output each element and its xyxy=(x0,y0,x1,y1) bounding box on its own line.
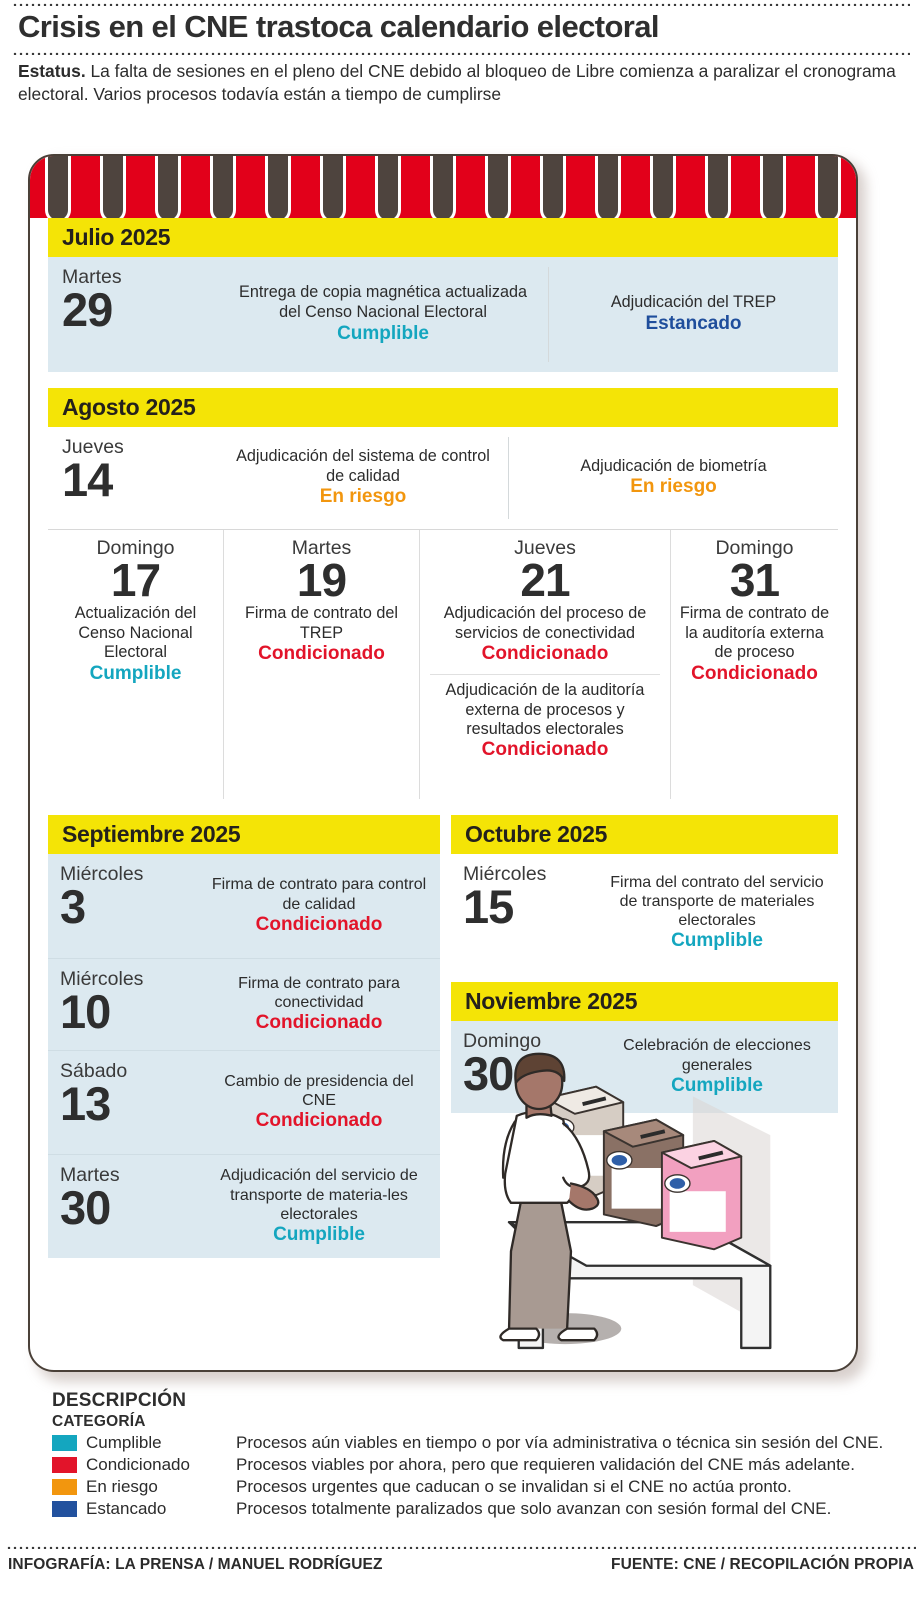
event-text: Adjudicación del servicio de transporte de materia-les electorales xyxy=(220,1167,418,1223)
spiral-ring-icon xyxy=(598,154,618,220)
spiral-ring-icon xyxy=(653,154,673,220)
event-text: Cambio de presidencia del CNE xyxy=(224,1072,414,1110)
spiral-ring-icon xyxy=(433,154,453,220)
legend-item-desc: Procesos totalmente paralizados que solo avanzan con sesión formal del CNE. xyxy=(236,1499,832,1518)
status-badge: Cumplible xyxy=(273,1223,365,1245)
event-item xyxy=(198,959,440,1050)
event-item xyxy=(549,257,838,372)
status-badge: Condicionado xyxy=(255,913,383,935)
legend-title: DESCRIPCIÓN xyxy=(52,1390,187,1411)
legend-item-name: En riesgo xyxy=(86,1477,158,1496)
page-title: Crisis en el CNE trastoca calendario electoral xyxy=(18,9,659,44)
day-of-week: Martes xyxy=(60,1164,120,1186)
date-row-agosto-14 xyxy=(48,427,838,529)
event-text: Adjudicación del sistema de control de calidad xyxy=(236,446,490,485)
event-item xyxy=(198,1155,440,1258)
legend-item-desc: Procesos urgentes que caducan o se invalidan si el CNE no actúa pronto. xyxy=(236,1477,792,1496)
event-text: Adjudicación de biometría xyxy=(580,456,767,475)
day-of-week: Domingo xyxy=(715,537,794,559)
date-col-agosto-31 xyxy=(670,530,838,799)
day-number: 17 xyxy=(110,554,161,607)
month-block-septiembre xyxy=(48,815,440,1258)
status-badge: Condicionado xyxy=(258,643,385,665)
date-cell xyxy=(48,1051,198,1154)
month-header-octubre: Octubre 2025 xyxy=(451,815,838,854)
status-badge: En riesgo xyxy=(319,486,407,508)
footer-credit: INFOGRAFÍA: LA PRENSA / MANUEL RODRÍGUEZ xyxy=(8,1556,383,1573)
status-badge: Condicionado xyxy=(691,662,818,684)
spiral-ring-icon xyxy=(708,154,728,220)
date-row-sept-13 xyxy=(48,1050,440,1154)
calendar-content xyxy=(30,218,856,1372)
day-number: 29 xyxy=(62,283,113,337)
lower-two-column-area xyxy=(48,815,838,1258)
day-of-week: Jueves xyxy=(514,537,576,559)
status-badge: Condicionado xyxy=(481,739,609,761)
legend-item-condicionado xyxy=(52,1455,897,1475)
legend-swatch-icon xyxy=(52,1479,77,1495)
spiral-ring-icon xyxy=(158,154,178,220)
date-cell xyxy=(451,854,596,972)
spiral-ring-icon xyxy=(543,154,563,220)
standfirst-lead: Estatus. xyxy=(18,61,86,81)
spiral-ring-icon xyxy=(48,154,68,220)
date-cell xyxy=(48,854,198,958)
event-text: Firma de contrato de la auditoría externa de proceso xyxy=(679,604,830,662)
footer-source: FUENTE: CNE / RECOPILACIÓN PROPIA xyxy=(611,1556,914,1573)
event-text: Firma de contrato para control de calidad xyxy=(211,876,427,913)
event-item xyxy=(596,854,838,972)
legend-swatch-icon xyxy=(52,1501,77,1517)
event-text: Adjudicación de la auditoría externa de procesos y resultados electorales xyxy=(445,681,645,738)
legend-item-cumplible xyxy=(52,1433,897,1453)
event-text: Adjudicación del proceso de servicios de conectividad xyxy=(443,604,647,642)
day-of-week: Domingo xyxy=(463,1030,542,1052)
spiral-ring-icon xyxy=(323,154,343,220)
day-number: 3 xyxy=(60,880,86,934)
day-number: 14 xyxy=(62,453,113,507)
spiral-ring-icon xyxy=(488,154,508,220)
legend-item-desc: Procesos aún viables en tiempo o por vía administrativa o técnica sin sesión del CNE. xyxy=(236,1433,884,1452)
month-block-octubre-noviembre xyxy=(451,815,838,1258)
legend-swatch-icon xyxy=(52,1457,77,1473)
status-badge: Estancado xyxy=(645,312,742,334)
day-number: 10 xyxy=(60,985,111,1039)
day-number: 31 xyxy=(729,554,780,607)
day-number: 30 xyxy=(60,1181,111,1235)
spiral-ring-icon xyxy=(213,154,233,220)
date-col-agosto-17 xyxy=(48,530,223,799)
spiral-ring-icon xyxy=(268,154,288,220)
day-of-week: Domingo xyxy=(96,537,175,559)
status-badge: Cumplible xyxy=(89,662,182,684)
status-badge: Condicionado xyxy=(481,643,609,665)
event-text: Actualización del Censo Nacional Electoral xyxy=(74,604,197,662)
legend-item-en-riesgo xyxy=(52,1477,897,1497)
day-number: 21 xyxy=(520,554,570,607)
event-item xyxy=(198,1051,440,1154)
status-badge: Condicionado xyxy=(255,1012,383,1034)
day-number: 15 xyxy=(463,880,514,934)
spiral-ring-icon xyxy=(763,154,783,220)
event-divider xyxy=(430,674,660,675)
month-header-noviembre: Noviembre 2025 xyxy=(451,982,838,1021)
status-badge: Cumplible xyxy=(337,322,429,344)
under-title-dotted-rule xyxy=(12,51,910,55)
calendar-card xyxy=(28,154,858,1372)
day-number: 19 xyxy=(296,554,347,607)
event-item xyxy=(218,427,508,529)
legend-item-name: Cumplible xyxy=(86,1433,162,1452)
date-row-sept-3 xyxy=(48,854,440,958)
legend-item-desc: Procesos viables por ahora, pero que requieren validación del CNE más adelante. xyxy=(236,1455,855,1474)
headline-block xyxy=(12,2,910,55)
date-col-agosto-21 xyxy=(419,530,670,799)
month-header-agosto: Agosto 2025 xyxy=(48,388,838,427)
status-badge: En riesgo xyxy=(630,476,717,498)
voter-at-ballot-boxes-illustration xyxy=(451,1030,838,1363)
date-row-sept-10 xyxy=(48,958,440,1050)
event-text: Entrega de copia magnética actualizada del Censo Nacional Electoral xyxy=(239,283,527,322)
day-of-week: Jueves xyxy=(62,436,124,458)
footer xyxy=(8,1556,914,1574)
standfirst xyxy=(18,60,898,106)
footer-dotted-rule xyxy=(6,1545,916,1549)
event-text: Firma de contrato del TREP xyxy=(245,604,398,642)
event-item xyxy=(218,257,548,372)
date-cell xyxy=(48,427,218,529)
legend-item-estancado xyxy=(52,1499,897,1519)
date-cell xyxy=(48,959,198,1050)
status-badge: Condicionado xyxy=(255,1110,383,1132)
day-number: 13 xyxy=(60,1077,111,1131)
event-item xyxy=(198,854,440,958)
date-cell xyxy=(48,1155,198,1258)
legend-swatch-icon xyxy=(52,1435,77,1451)
date-row-sept-30 xyxy=(48,1154,440,1258)
legend-item-name: Condicionado xyxy=(86,1455,190,1474)
day-of-week: Martes xyxy=(62,266,122,288)
spiral-ring-icon xyxy=(818,154,838,220)
date-row-julio-29 xyxy=(48,257,838,372)
standfirst-body: La falta de sesiones en el pleno del CNE debido al bloqueo de Libre comienza a paralizar el cronograma electoral. Varios procesos todavía están a tiempo de cumplirse xyxy=(18,61,896,104)
date-col-agosto-19 xyxy=(223,530,419,799)
day-number: 30 xyxy=(463,1047,514,1101)
date-cell xyxy=(48,257,218,372)
date-row-oct-15 xyxy=(451,854,838,972)
event-item xyxy=(509,427,838,529)
spiral-binding-icon xyxy=(30,154,856,220)
day-of-week: Miércoles xyxy=(60,863,144,885)
legend-item-name: Estancado xyxy=(86,1499,167,1518)
day-of-week: Miércoles xyxy=(60,968,144,990)
event-text: Celebración de elecciones generales xyxy=(623,1037,811,1074)
spiral-ring-icon xyxy=(378,154,398,220)
legend-subtitle: CATEGORÍA xyxy=(52,1413,146,1430)
day-of-week: Martes xyxy=(291,537,352,559)
event-text: Firma del contrato del servicio de transporte de materiales electorales xyxy=(610,873,824,930)
day-of-week: Miércoles xyxy=(463,863,547,885)
status-badge: Cumplible xyxy=(671,930,763,952)
month-header-julio: Julio 2025 xyxy=(48,218,838,257)
agosto-four-column-block xyxy=(48,529,838,799)
spiral-ring-icon xyxy=(103,154,123,220)
event-text: Firma de contrato para conectividad xyxy=(238,974,400,1012)
event-text: Adjudicación del TREP xyxy=(610,293,777,312)
day-of-week: Sábado xyxy=(60,1060,128,1082)
month-header-septiembre: Septiembre 2025 xyxy=(48,815,440,854)
status-badge: Cumplible xyxy=(671,1074,763,1096)
legend xyxy=(52,1390,897,1519)
